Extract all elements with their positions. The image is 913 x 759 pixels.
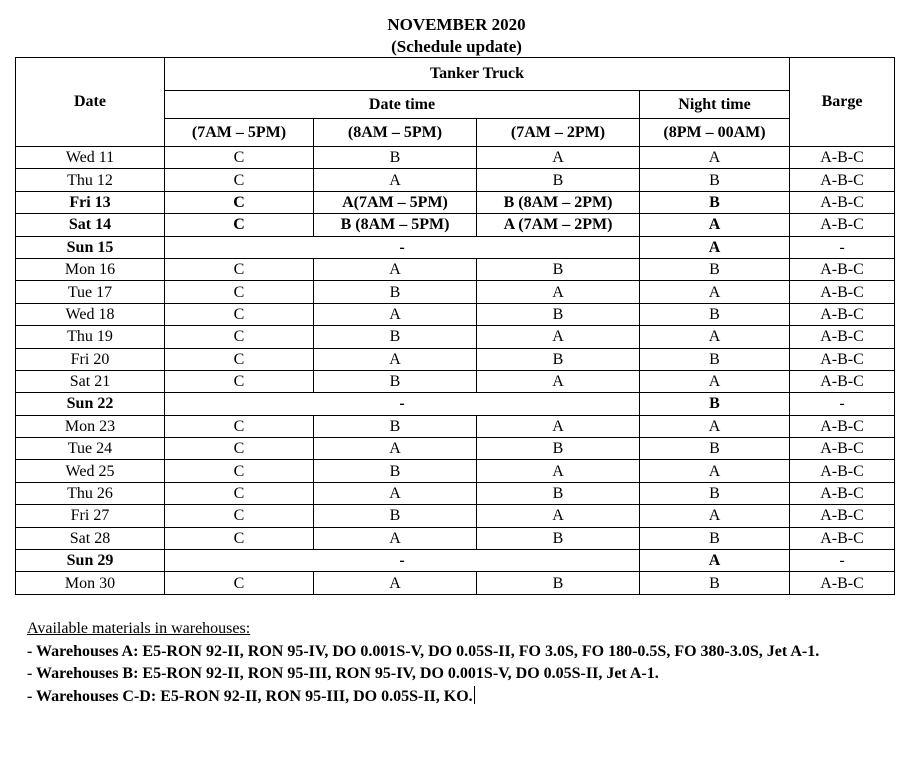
- cell-night: B: [640, 169, 790, 191]
- header-slot-8am-5pm: (8AM – 5PM): [314, 119, 477, 147]
- cell-night: B: [640, 303, 790, 325]
- cell-slot-7am-5pm: C: [165, 438, 314, 460]
- cell-slot-7am-2pm: A: [477, 505, 640, 527]
- document-title: NOVEMBER 2020: [387, 15, 526, 34]
- warehouse-cd-materials: [27, 686, 897, 709]
- cell-date: Sat 14: [16, 214, 165, 236]
- cell-slot-7am-5pm: C: [165, 348, 314, 370]
- header-date-time: Date time: [165, 91, 640, 119]
- cell-date: Sat 21: [16, 370, 165, 392]
- header-date: Date: [16, 58, 165, 147]
- header-slot-7am-2pm: (7AM – 2PM): [477, 119, 640, 147]
- cell-date: Wed 25: [16, 460, 165, 482]
- cell-slot-7am-2pm: B: [477, 169, 640, 191]
- cell-slot-7am-2pm: B: [477, 572, 640, 594]
- table-row: [16, 214, 895, 236]
- table-row: [16, 236, 895, 258]
- cell-night: B: [640, 482, 790, 504]
- cell-barge: A-B-C: [790, 527, 895, 549]
- cell-slot-8am-5pm: A: [314, 482, 477, 504]
- cell-barge: A-B-C: [790, 505, 895, 527]
- cell-date: Sun 29: [16, 550, 165, 572]
- cell-day-shifts: -: [165, 393, 640, 415]
- cell-slot-7am-2pm: A: [477, 281, 640, 303]
- cell-night: B: [640, 191, 790, 213]
- cell-slot-8am-5pm: A: [314, 303, 477, 325]
- cell-date: Fri 27: [16, 505, 165, 527]
- table-row: [16, 572, 895, 594]
- cell-slot-7am-5pm: C: [165, 281, 314, 303]
- cell-barge: A-B-C: [790, 572, 895, 594]
- cell-barge: A-B-C: [790, 370, 895, 392]
- cell-slot-8am-5pm: B (8AM – 5PM): [314, 214, 477, 236]
- cell-slot-8am-5pm: B: [314, 281, 477, 303]
- cell-slot-7am-2pm: B: [477, 482, 640, 504]
- cell-slot-8am-5pm: A: [314, 258, 477, 280]
- cell-slot-7am-5pm: C: [165, 505, 314, 527]
- cell-slot-7am-5pm: C: [165, 572, 314, 594]
- table-row: [16, 460, 895, 482]
- warehouse-notes: [27, 618, 897, 708]
- cell-slot-7am-2pm: B: [477, 438, 640, 460]
- cell-date: Sat 28: [16, 527, 165, 549]
- cell-barge: A-B-C: [790, 326, 895, 348]
- cell-night: A: [640, 236, 790, 258]
- cell-slot-7am-2pm: A: [477, 415, 640, 437]
- cell-slot-8am-5pm: A: [314, 572, 477, 594]
- table-row: [16, 505, 895, 527]
- cell-slot-7am-2pm: B: [477, 348, 640, 370]
- cell-barge: A-B-C: [790, 303, 895, 325]
- cell-barge: A-B-C: [790, 460, 895, 482]
- cell-date: Fri 20: [16, 348, 165, 370]
- table-row: [16, 326, 895, 348]
- table-row: [16, 169, 895, 191]
- cell-slot-7am-5pm: C: [165, 258, 314, 280]
- text-cursor: [474, 686, 475, 704]
- cell-date: Tue 17: [16, 281, 165, 303]
- table-row: [16, 527, 895, 549]
- cell-slot-8am-5pm: A: [314, 348, 477, 370]
- cell-slot-8am-5pm: A: [314, 438, 477, 460]
- cell-night: A: [640, 281, 790, 303]
- table-row: [16, 303, 895, 325]
- warehouse-cd-text: - Warehouses C-D: E5-RON 92-II, RON 95-III, DO 0.05S-II, KO.: [27, 687, 473, 705]
- cell-slot-7am-2pm: B: [477, 527, 640, 549]
- cell-day-shifts: -: [165, 550, 640, 572]
- notes-heading: Available materials in warehouses:: [27, 620, 251, 637]
- cell-date: Mon 23: [16, 415, 165, 437]
- table-row: [16, 370, 895, 392]
- cell-barge: -: [790, 393, 895, 415]
- cell-barge: -: [790, 236, 895, 258]
- cell-date: Mon 30: [16, 572, 165, 594]
- cell-barge: -: [790, 550, 895, 572]
- cell-slot-8am-5pm: B: [314, 326, 477, 348]
- table-row: [16, 415, 895, 437]
- cell-slot-7am-2pm: A: [477, 147, 640, 169]
- cell-slot-7am-2pm: B (8AM – 2PM): [477, 191, 640, 213]
- cell-barge: A-B-C: [790, 482, 895, 504]
- cell-night: B: [640, 348, 790, 370]
- cell-night: B: [640, 572, 790, 594]
- warehouse-b-text: - Warehouses B: E5-RON 92-II, RON 95-III, RON 95-IV, DO 0.001S-V, DO 0.05S-II, Jet A-1.: [27, 665, 659, 682]
- cell-slot-7am-5pm: C: [165, 415, 314, 437]
- cell-barge: A-B-C: [790, 438, 895, 460]
- cell-slot-8am-5pm: B: [314, 147, 477, 169]
- header-slot-7am-5pm: (7AM – 5PM): [165, 119, 314, 147]
- table-row: [16, 438, 895, 460]
- table-row: [16, 393, 895, 415]
- cell-date: Sun 22: [16, 393, 165, 415]
- cell-slot-7am-5pm: C: [165, 460, 314, 482]
- cell-slot-7am-2pm: A: [477, 460, 640, 482]
- cell-slot-7am-2pm: A (7AM – 2PM): [477, 214, 640, 236]
- cell-date: Wed 18: [16, 303, 165, 325]
- cell-slot-8am-5pm: B: [314, 460, 477, 482]
- cell-night: A: [640, 415, 790, 437]
- cell-slot-7am-5pm: C: [165, 370, 314, 392]
- cell-barge: A-B-C: [790, 169, 895, 191]
- cell-barge: A-B-C: [790, 258, 895, 280]
- warehouse-a-materials: - Warehouses A: E5-RON 92-II, RON 95-IV, DO 0.001S-V, DO 0.05S-II, FO 3.0S, FO 180-0.5S, FO 380-3.0S, Jet A-1.: [27, 642, 820, 660]
- schedule-body: [16, 147, 895, 595]
- table-row: [16, 482, 895, 504]
- cell-slot-7am-2pm: B: [477, 303, 640, 325]
- cell-day-shifts: -: [165, 236, 640, 258]
- cell-slot-7am-2pm: B: [477, 258, 640, 280]
- cell-slot-7am-5pm: C: [165, 303, 314, 325]
- cell-date: Thu 26: [16, 482, 165, 504]
- cell-night: B: [640, 258, 790, 280]
- cell-slot-7am-2pm: A: [477, 326, 640, 348]
- table-row: [16, 147, 895, 169]
- cell-barge: A-B-C: [790, 415, 895, 437]
- cell-slot-7am-5pm: C: [165, 147, 314, 169]
- cell-slot-8am-5pm: B: [314, 505, 477, 527]
- cell-night: B: [640, 438, 790, 460]
- cell-barge: A-B-C: [790, 147, 895, 169]
- table-row: [16, 550, 895, 572]
- cell-date: Mon 16: [16, 258, 165, 280]
- cell-barge: A-B-C: [790, 281, 895, 303]
- cell-slot-7am-5pm: C: [165, 326, 314, 348]
- table-row: [16, 191, 895, 213]
- cell-night: A: [640, 550, 790, 572]
- cell-night: A: [640, 214, 790, 236]
- table-row: [16, 258, 895, 280]
- header-tanker-truck: Tanker Truck: [165, 58, 790, 91]
- table-row: [16, 348, 895, 370]
- cell-night: A: [640, 460, 790, 482]
- cell-slot-7am-5pm: C: [165, 482, 314, 504]
- cell-night: B: [640, 527, 790, 549]
- cell-date: Fri 13: [16, 191, 165, 213]
- schedule-table: [15, 57, 895, 595]
- warehouse-b-materials: [27, 663, 897, 686]
- cell-slot-8am-5pm: A: [314, 527, 477, 549]
- cell-slot-8am-5pm: B: [314, 415, 477, 437]
- cell-night: A: [640, 505, 790, 527]
- document-subtitle: (Schedule update): [391, 37, 522, 56]
- header-slot-8pm-00am: (8PM – 00AM): [640, 119, 790, 147]
- cell-date: Tue 24: [16, 438, 165, 460]
- cell-slot-8am-5pm: B: [314, 370, 477, 392]
- cell-barge: A-B-C: [790, 191, 895, 213]
- cell-slot-7am-5pm: C: [165, 191, 314, 213]
- header-night-time: Night time: [640, 91, 790, 119]
- cell-date: Thu 12: [16, 169, 165, 191]
- cell-slot-8am-5pm: A(7AM – 5PM): [314, 191, 477, 213]
- cell-barge: A-B-C: [790, 214, 895, 236]
- cell-night: A: [640, 326, 790, 348]
- cell-night: A: [640, 370, 790, 392]
- cell-date: Wed 11: [16, 147, 165, 169]
- cell-slot-7am-2pm: A: [477, 370, 640, 392]
- cell-date: Thu 19: [16, 326, 165, 348]
- header-barge: Barge: [790, 58, 895, 147]
- cell-date: Sun 15: [16, 236, 165, 258]
- table-row: [16, 281, 895, 303]
- cell-barge: A-B-C: [790, 348, 895, 370]
- cell-slot-7am-5pm: C: [165, 527, 314, 549]
- cell-slot-7am-5pm: C: [165, 169, 314, 191]
- cell-night: A: [640, 147, 790, 169]
- cell-slot-7am-5pm: C: [165, 214, 314, 236]
- cell-night: B: [640, 393, 790, 415]
- cell-slot-8am-5pm: A: [314, 169, 477, 191]
